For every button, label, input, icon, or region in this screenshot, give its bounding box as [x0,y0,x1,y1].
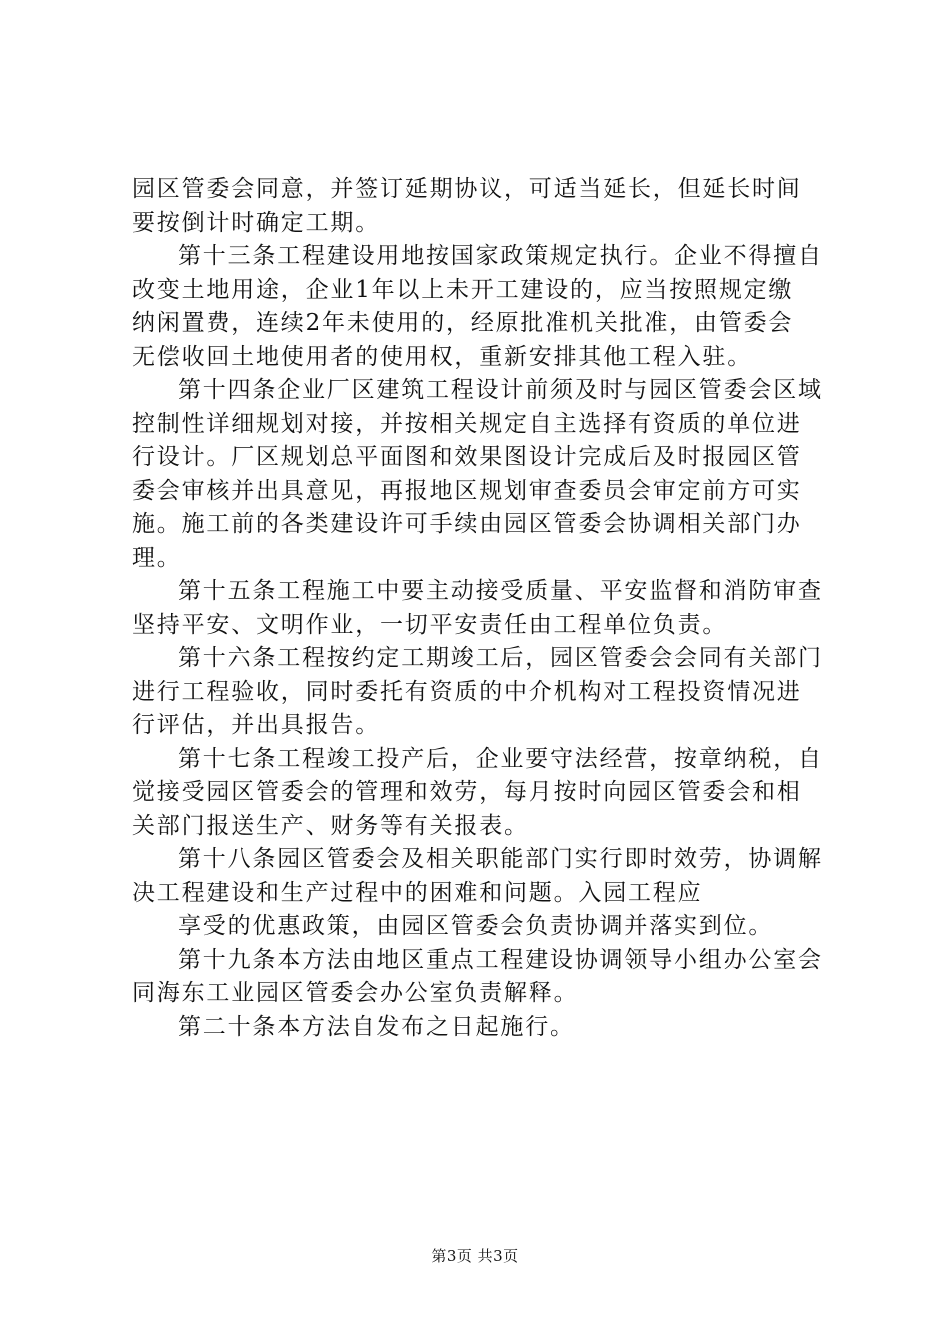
text-line: 园区管委会同意，并签订延期协议，可适当延长，但延长时间 [132,176,802,202]
article-18-line: 第十八条园区管委会及相关职能部门实行即时效劳，协调解 [178,846,823,872]
text-line: 无偿收回土地使用者的使用权，重新安排其他工程入驻。 [132,343,752,370]
article-19-line: 第十九条本方法由地区重点工程建设协调领导小组办公室会 [178,946,823,973]
text-line: 纳闲置费，连续2年未使用的，经原批准机关批准，由管委会 [132,310,794,336]
text-line: 改变土地用途，企业1年以上未开工建设的，应当按照规定缴 [132,276,794,303]
article-20-line: 第二十条本方法自发布之日起施行。 [178,1013,575,1040]
text-line: 关部门报送生产、财务等有关报表。 [132,812,529,839]
text-line: 控制性详细规划对接，并按相关规定自主选择有资质的单位进 [132,410,802,437]
text-line: 委会审核并出具意见，再报地区规划审查委员会审定前方可实 [132,477,802,504]
text-line: 行设计。厂区规划总平面图和效果图设计完成后及时报园区管 [132,444,802,470]
text-line: 要按倒计时确定工期。 [132,209,380,236]
page-footer [0,1245,950,1266]
text-line: 觉接受园区管委会的管理和效劳，每月按时向园区管委会和相 [132,779,802,805]
article-13-line: 第十三条工程建设用地按国家政策规定执行。企业不得擅自 [178,243,823,269]
article-16-line: 第十六条工程按约定工期竣工后，园区管委会会同有关部门 [178,645,823,671]
text-line: 坚持平安、文明作业，一切平安责任由工程单位负责。 [132,611,728,638]
text-line: 行评估，并出具报告。 [132,712,380,738]
document-body [132,173,832,1044]
article-14-line: 第十四条企业厂区建筑工程设计前须及时与园区管委会区域 [178,377,823,403]
text-line: 施。施工前的各类建设许可手续由园区管委会协调相关部门办 [132,511,802,537]
article-17-line: 第十七条工程竣工投产后，企业要守法经营，按章纳税，自 [178,745,823,772]
article-15-line: 第十五条工程施工中要主动接受质量、平安监督和消防审查 [178,578,823,604]
text-line: 享受的优惠政策，由园区管委会负责协调并落实到位。 [178,913,774,939]
text-line: 同海东工业园区管委会办公室负责解释。 [132,980,579,1006]
text-line: 决工程建设和生产过程中的困难和问题。入园工程应 [132,879,703,906]
text-line: 理。 [132,544,182,571]
text-line: 进行工程验收，同时委托有资质的中介机构对工程投资情况进 [132,678,802,705]
page-number: 第3页 共3页 [431,1247,519,1265]
